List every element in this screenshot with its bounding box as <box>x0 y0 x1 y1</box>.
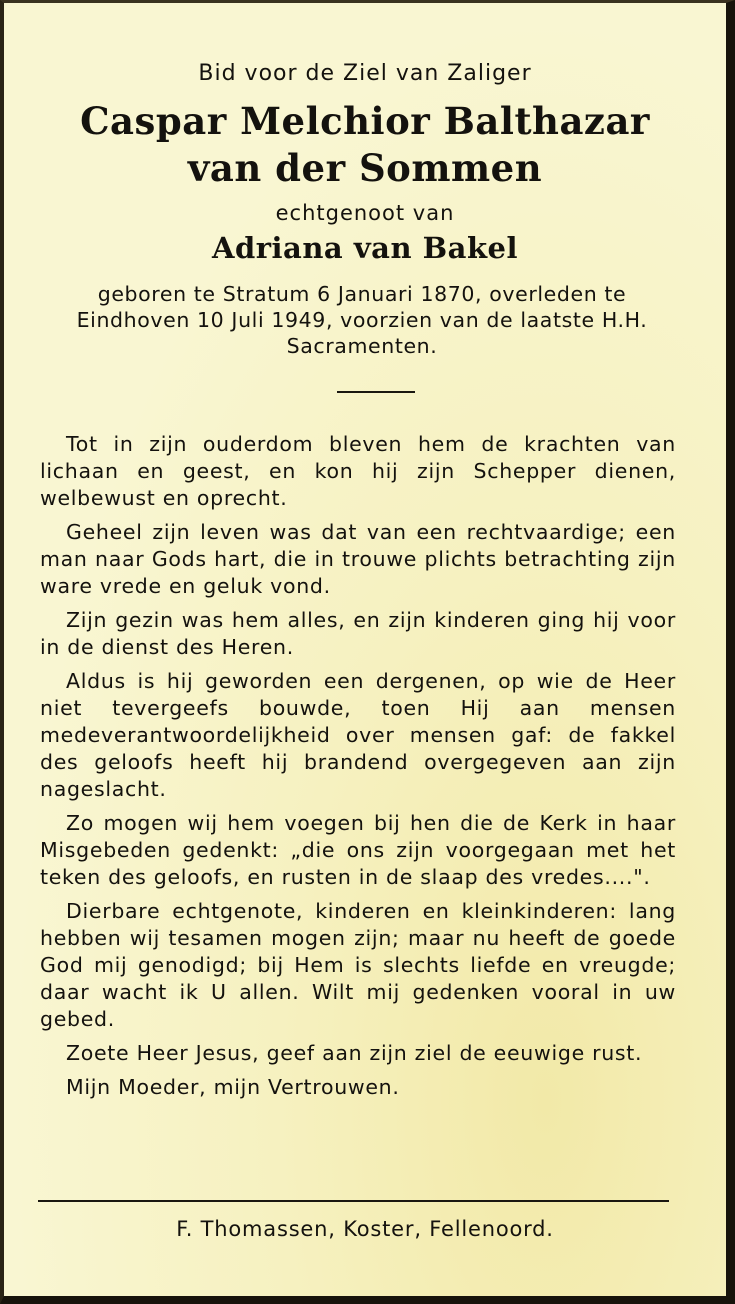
paragraph: Tot in zijn ouderdom bleven hem de krachten van lichaan en geest, en kon hij zijn Schepper dienen, welbewust en oprecht. <box>40 432 676 510</box>
paragraph: Aldus is hij geworden een dergenen, op wie de Heer niet tevergeefs bouwde, toen Hij aan mensen medeverantwoordelijkheid over mensen gaf: de fakkel des geloofs heeft hij brandend overgegeven aan zijn nageslacht. <box>40 669 676 801</box>
paragraph: Mijn Moeder, mijn Vertrouwen. <box>66 1075 400 1099</box>
deceased-name-line2: van der Sommen <box>187 146 543 190</box>
pray-line: Bid voor de Ziel van Zaliger <box>198 61 532 86</box>
printer-credit: F. Thomassen, Koster, Fellenoord. <box>176 1217 554 1241</box>
paragraph: Geheel zijn leven was dat van een rechtvaardige; een man naar Gods hart, die in trouwe plichts betrachting zijn ware vrede en geluk vond. <box>40 520 676 598</box>
short-divider <box>337 391 415 393</box>
paragraph: Dierbare echtgenote, kinderen en kleinkinderen: lang hebben wij tesamen mogen zijn; maar nu heeft de goede God mij genodigd; bij Hem is slechts liefde en vreugde; daar wacht ik U allen. Wilt mij gedenken vooral in uw gebed. <box>40 899 676 1031</box>
paragraph: Zo mogen wij hem voegen bij hen die de Kerk in haar Misgebeden gedenkt: „die ons zijn voorgegaan met het teken des geloofs, en rusten in de slaap des vredes....". <box>40 811 676 889</box>
birth-death-info: geboren te Stratum 6 Januari 1870, overleden te Eindhoven 10 Juli 1949, voorzien van de laatste H.H. Sacramenten. <box>76 282 648 358</box>
deceased-name-line1: Caspar Melchior Balthazar <box>80 99 650 143</box>
paragraph: Zijn gezin was hem alles, en zijn kinderen ging hij voor in de dienst des Heren. <box>40 608 676 659</box>
spouse-name: Adriana van Bakel <box>211 231 519 265</box>
paragraph: Zoete Heer Jesus, geef aan zijn ziel de eeuwige rust. <box>66 1041 643 1065</box>
memorial-text <box>40 431 676 1108</box>
footer-divider <box>38 1200 669 1202</box>
spouse-intro: echtgenoot van <box>275 201 455 225</box>
